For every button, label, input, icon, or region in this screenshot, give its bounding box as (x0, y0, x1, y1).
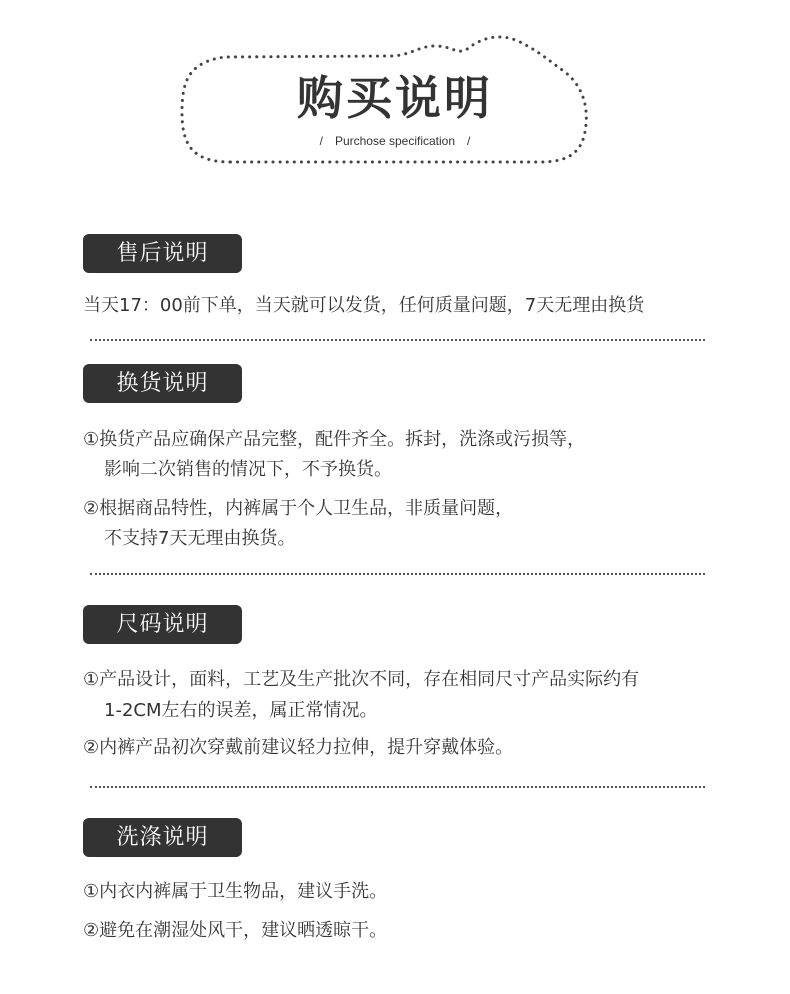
section-label-after-sales: 售后说明 (83, 234, 242, 273)
page-title: 购买说明 (297, 71, 493, 125)
size-line-1: ①产品设计，面料，工艺及生产批次不同，存在相同尺寸产品实际约有 (83, 669, 640, 690)
subtitle-slash-right: / (467, 134, 471, 148)
section-divider (90, 786, 705, 788)
size-line-2: 1-2CM左右的误差，属正常情况。 (104, 700, 378, 721)
subtitle-text: Purchose specification (334, 134, 456, 148)
exchange-line-2: 影响二次销售的情况下，不予换货。 (104, 459, 392, 480)
section-label-exchange: 换货说明 (83, 364, 242, 403)
section-divider (90, 339, 705, 341)
subtitle-slash-left: / (319, 134, 323, 148)
after-sales-line-1: 当天17：00前下单，当天就可以发货，任何质量问题，7天无理由换货 (83, 295, 645, 316)
exchange-line-1: ①换货产品应确保产品完整，配件齐全。拆封，洗涤或污损等， (83, 429, 586, 450)
section-divider (90, 573, 705, 575)
section-label-size: 尺码说明 (83, 605, 242, 644)
page-subtitle (0, 133, 790, 149)
section-label-washing: 洗涤说明 (83, 818, 242, 857)
size-line-3: ②内裤产品初次穿戴前建议轻力拉伸，提升穿戴体验。 (83, 737, 514, 758)
washing-line-2: ②避免在潮湿处风干，建议晒透晾干。 (83, 920, 388, 941)
exchange-line-4: 不支持7天无理由换货。 (104, 528, 296, 549)
washing-line-1: ①内衣内裤属于卫生物品，建议手洗。 (83, 881, 388, 902)
exchange-line-3: ②根据商品特性，内裤属于个人卫生品，非质量问题， (83, 498, 514, 519)
